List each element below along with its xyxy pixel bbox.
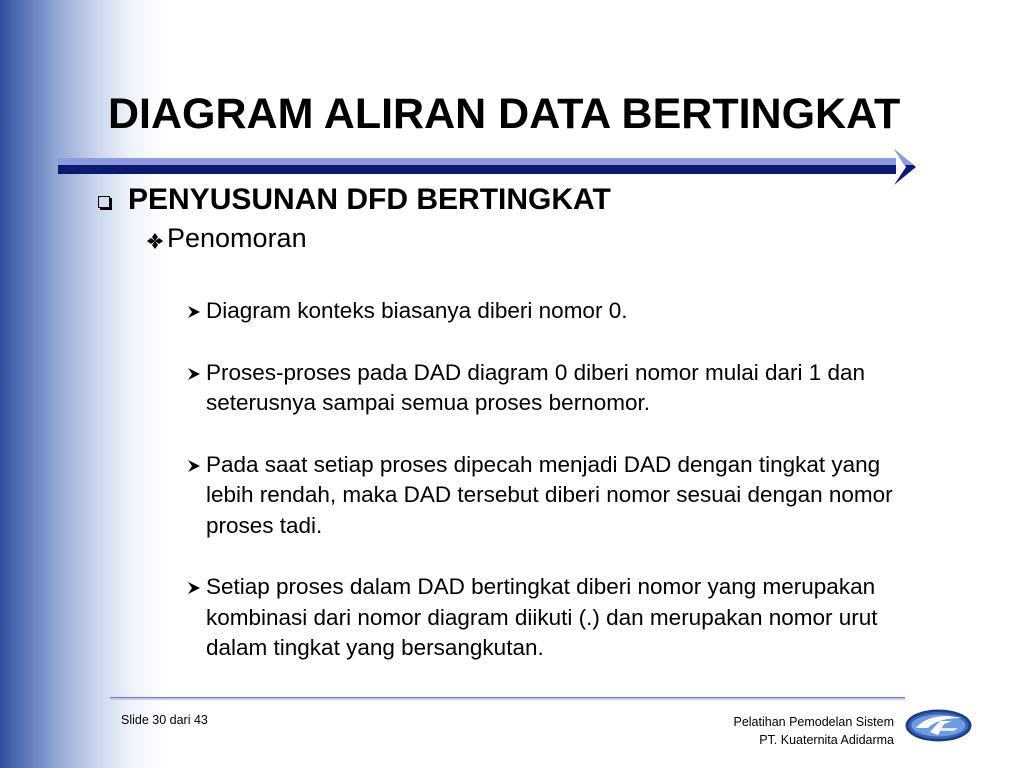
point-text: Proses-proses pada DAD diagram 0 diberi nomor mulai dari 1 dan seterusnya sampai semua proses bernomor. bbox=[206, 359, 866, 415]
footer-credits bbox=[733, 713, 894, 749]
list-item bbox=[187, 358, 927, 419]
arrowhead-icon bbox=[187, 367, 201, 381]
point-text: Setiap proses dalam DAD bertingkat diberi nomor yang merupakan kombinasi dari nomor diagram diikuti (.) dan merupakan nomor urut dalam tingkat yang bersangkutan. bbox=[206, 574, 878, 660]
slide-number: Slide 30 dari 43 bbox=[121, 713, 208, 727]
point-text: Pada saat setiap proses dipecah menjadi DAD dengan tingkat yang lebih rendah, maka DAD tersebut diberi nomor sesuai dengan nomor proses tadi. bbox=[206, 451, 893, 538]
four-diamond-icon bbox=[146, 232, 164, 250]
arrowhead-icon bbox=[187, 581, 201, 595]
point-text: Diagram konteks biasanya diberi nomor 0. bbox=[206, 298, 628, 323]
subheading: Penomoran bbox=[167, 223, 307, 253]
footer-divider bbox=[110, 697, 905, 700]
company-name: PT. Kuaternita Adidarma bbox=[759, 733, 894, 747]
subheading-bullet-row bbox=[146, 223, 307, 254]
bullet-points-list bbox=[187, 296, 927, 695]
list-item bbox=[187, 450, 927, 542]
course-name: Pelatihan Pemodelan Sistem bbox=[733, 715, 894, 729]
arrowhead-icon bbox=[187, 305, 201, 319]
company-logo bbox=[904, 708, 973, 743]
section-heading: PENYUSUNAN DFD BERTINGKAT bbox=[128, 183, 611, 216]
hollow-square-icon bbox=[98, 196, 110, 208]
slide-title: DIAGRAM ALIRAN DATA BERTINGKAT bbox=[108, 90, 901, 138]
arrowhead-icon bbox=[187, 459, 201, 473]
list-item bbox=[187, 296, 927, 327]
heading-bullet-row bbox=[98, 183, 611, 217]
list-item bbox=[187, 572, 927, 664]
